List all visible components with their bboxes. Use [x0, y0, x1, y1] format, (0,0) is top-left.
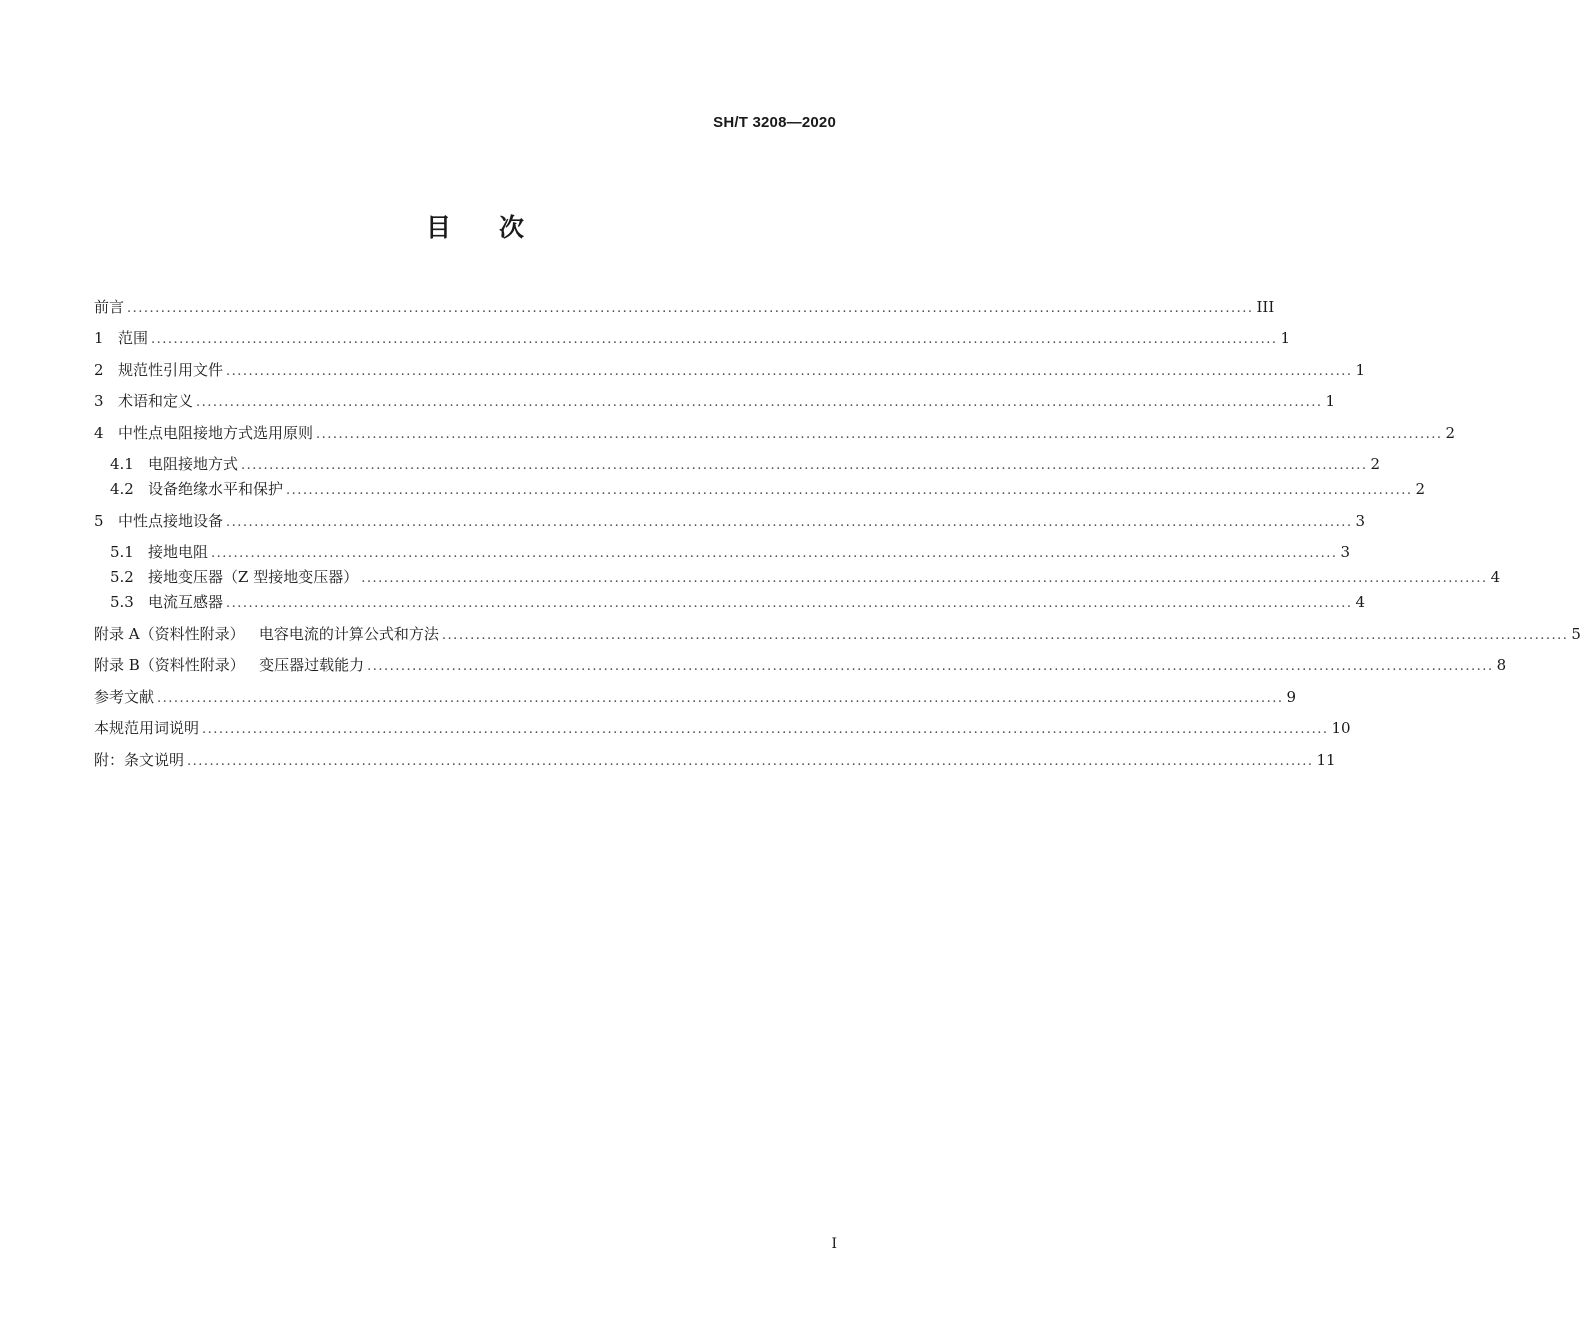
toc-entry-page: 4 [1355, 593, 1366, 611]
toc-entry-label: 术语和定义 [118, 392, 194, 410]
toc-dot-leader: ........................................................................................................................................................................................................ [157, 691, 1284, 706]
toc-dot-leader: ........................................................................................................................................................................................................ [361, 571, 1488, 586]
toc-entry[interactable] [94, 359, 1366, 381]
toc-dot-leader: ........................................................................................................................................................................................................ [226, 515, 1353, 530]
toc-dot-leader: ........................................................................................................................................................................................................ [187, 754, 1314, 769]
toc-entry-page: 2 [1445, 424, 1456, 442]
page-title: 目次 [425, 213, 572, 242]
toc-entry[interactable] [110, 591, 1366, 613]
toc-entry-label: 接地电阻 [148, 543, 209, 561]
toc-entry-number: 4.1 [110, 455, 134, 473]
toc-entry[interactable] [94, 327, 1291, 349]
page-folio: I [831, 1236, 837, 1252]
toc-entry-label: 规范性引用文件 [118, 361, 224, 379]
toc-entry[interactable] [110, 478, 1426, 500]
toc-entry-label: 参考文献 [94, 688, 155, 706]
toc-entry-page: 1 [1280, 329, 1291, 347]
toc-entry-label: 中性点电阻接地方式选用原则 [118, 424, 314, 442]
toc-dot-leader: ........................................................................................................................................................................................................ [151, 332, 1278, 347]
toc-entry-label: 范围 [118, 329, 149, 347]
toc-entry-page: 8 [1496, 656, 1507, 674]
toc-entry[interactable] [94, 510, 1366, 532]
toc-entry-page: III [1256, 298, 1275, 316]
toc-dot-leader: ........................................................................................................................................................................................................ [441, 628, 1569, 643]
toc-dot-leader: ........................................................................................................................................................................................................ [202, 722, 1329, 737]
toc-entry-label: 本规范用词说明 [94, 719, 200, 737]
toc-entry[interactable] [94, 422, 1456, 444]
toc-entry-number: 2 [94, 361, 104, 379]
toc-entry[interactable] [110, 541, 1351, 563]
toc-entry-label: 接地变压器（Z 型接地变压器） [148, 568, 359, 586]
toc-entry[interactable] [110, 453, 1381, 475]
toc-entry[interactable] [94, 623, 1581, 645]
toc-dot-leader: ........................................................................................................................................................................................................ [127, 301, 1254, 316]
toc-dot-leader: ........................................................................................................................................................................................................ [316, 427, 1443, 442]
toc-entry[interactable] [94, 654, 1507, 676]
toc-entry-page: 1 [1355, 361, 1366, 379]
toc-entry-label: 附：条文说明 [94, 751, 185, 769]
toc-entry-number: 5.1 [110, 543, 134, 561]
toc-entry-page: 1 [1325, 392, 1336, 410]
toc-entry-page: 9 [1286, 688, 1297, 706]
toc-entry-number: 4.2 [110, 480, 134, 498]
toc-entry[interactable] [110, 566, 1501, 588]
toc-entry[interactable] [94, 296, 1275, 318]
toc-entry[interactable] [94, 390, 1336, 412]
toc-dot-leader: ........................................................................................................................................................................................................ [286, 483, 1413, 498]
toc-entry[interactable] [94, 686, 1297, 708]
toc-entry-label: 电阻接地方式 [148, 455, 239, 473]
toc-entry-page: 4 [1490, 568, 1501, 586]
toc-entry-label: 电流互感器 [148, 593, 224, 611]
toc-entry-label: 中性点接地设备 [118, 512, 224, 530]
standard-code: SH/T 3208—2020 [713, 114, 836, 131]
toc-entry-number: 4 [94, 424, 104, 442]
toc-entry-label: 附录 B（资料性附录） 变压器过载能力 [94, 656, 365, 674]
toc-entry-number: 5.3 [110, 593, 134, 611]
toc-entry-label: 附录 A（资料性附录） 电容电流的计算公式和方法 [94, 625, 439, 643]
toc-entry-page: 2 [1415, 480, 1426, 498]
toc-dot-leader: ........................................................................................................................................................................................................ [211, 546, 1338, 561]
toc-entry-page: 3 [1340, 543, 1351, 561]
toc-entry-page: 5 [1571, 625, 1581, 643]
toc-entry-number: 3 [94, 392, 104, 410]
toc-entry[interactable] [94, 749, 1336, 771]
toc-entry-label: 设备绝缘水平和保护 [148, 480, 284, 498]
toc-entry[interactable] [94, 717, 1351, 739]
toc-dot-leader: ........................................................................................................................................................................................................ [367, 659, 1494, 674]
toc-dot-leader: ........................................................................................................................................................................................................ [226, 364, 1353, 379]
toc-entry-page: 3 [1355, 512, 1366, 530]
toc-entry-number: 1 [94, 329, 104, 347]
toc-dot-leader: ........................................................................................................................................................................................................ [241, 458, 1368, 473]
toc-entry-number: 5.2 [110, 568, 134, 586]
toc-entry-page: 2 [1370, 455, 1381, 473]
toc-entry-number: 5 [94, 512, 104, 530]
toc-dot-leader: ........................................................................................................................................................................................................ [196, 395, 1323, 410]
toc-entry-label: 前言 [94, 298, 125, 316]
toc-dot-leader: ........................................................................................................................................................................................................ [226, 596, 1353, 611]
toc-entry-page: 11 [1316, 751, 1336, 769]
toc-entry-page: 10 [1331, 719, 1351, 737]
